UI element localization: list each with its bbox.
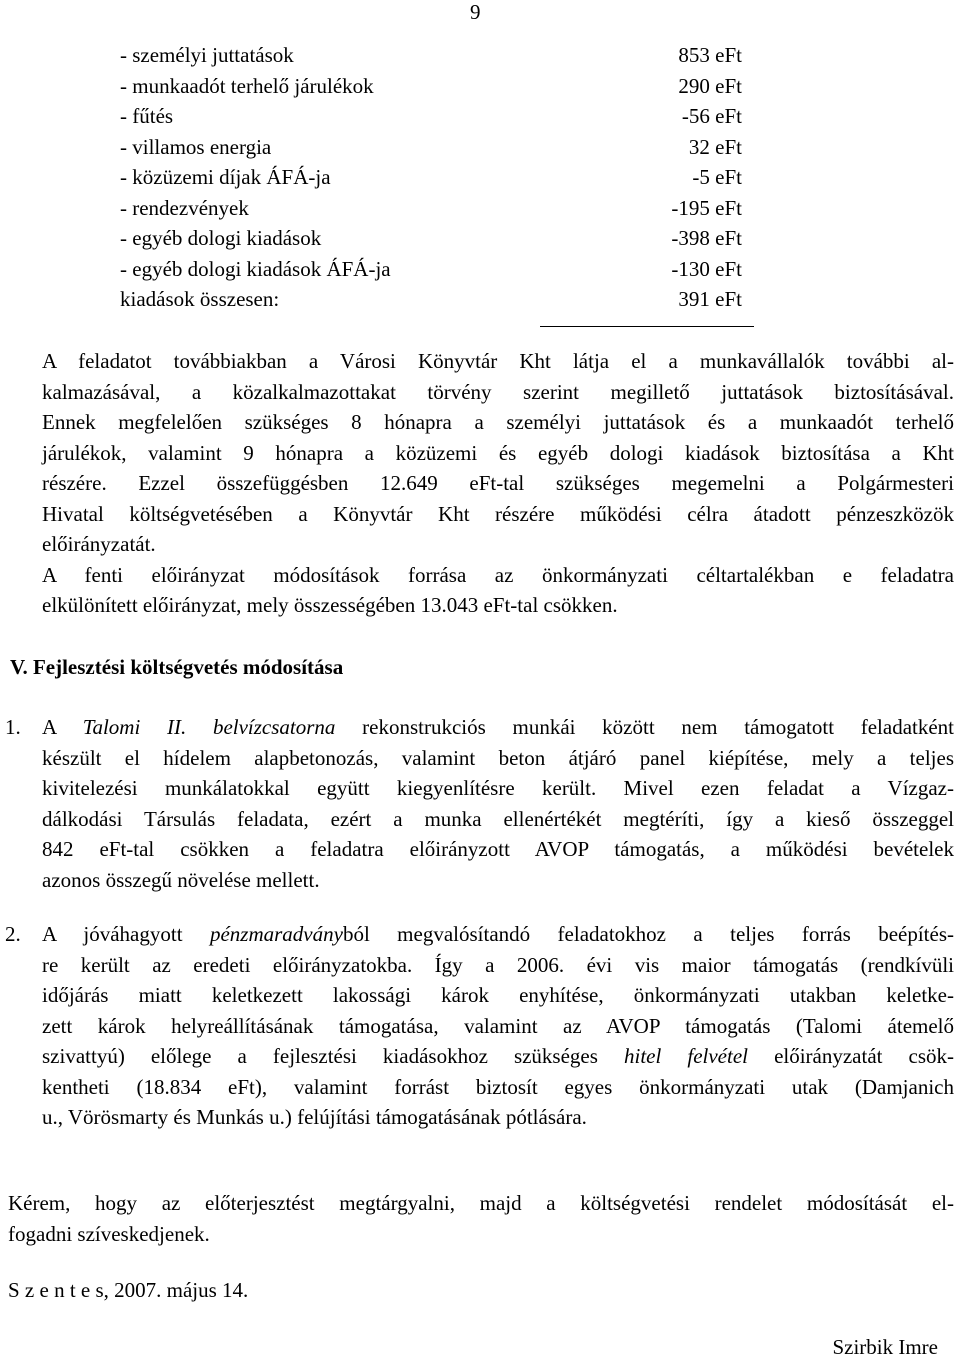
- row-label: - rendezvények: [120, 195, 249, 220]
- item-1-text: [42, 712, 954, 895]
- text-line: kivitelezési munkálatokkal együtt kiegyenlítésre került. Mivel ezen feladat a Vízgaz-: [42, 776, 954, 800]
- row-label: - villamos energia: [120, 134, 272, 159]
- section-heading: V. Fejlesztési költségvetés módosítása: [10, 655, 344, 679]
- text-line: [42, 712, 954, 743]
- row-value: -398 eFt: [671, 226, 742, 250]
- row-label: - egyéb dologi kiadások ÁFÁ-ja: [120, 256, 391, 281]
- text-run: ból megvalósítandó feladatokhoz a teljes forrás beépítés-: [342, 922, 955, 946]
- text-line: elkülönített előirányzat, mely összességében 13.043 eFt-tal csökken.: [42, 593, 618, 617]
- row-value: -5 eFt: [692, 165, 742, 189]
- text-line: időjárás miatt keletkezett lakossági károk enyhítése, önkormányzati utakban keletke-: [42, 983, 954, 1007]
- row-value: 290 eFt: [678, 73, 742, 98]
- text-line: re került az eredeti előirányzatokba. Így a 2006. évi vis maior támogatás (rendkívüli: [42, 952, 954, 977]
- table-row: [120, 101, 750, 132]
- text-line: kentheti (18.834 eFt), valamint forrást biztosít egyes önkormányzati utak (Damjanich: [42, 1074, 954, 1099]
- table-row: [120, 162, 750, 193]
- signature-name: Szirbik Imre: [832, 1335, 938, 1359]
- text-line: A feladatot továbbiakban a Városi Könyvtár Kht látja el a munkavállalók további al-: [42, 349, 954, 373]
- table-row: [120, 40, 750, 71]
- text-run: A: [42, 715, 57, 739]
- budget-table: [120, 40, 750, 315]
- table-row: [120, 71, 750, 102]
- row-value: 32 eFt: [688, 134, 742, 159]
- table-row: [120, 254, 750, 285]
- text-line: kalmazásával, a közalkalmazottakat törvény szerint megillető juttatások biztosításával.: [42, 379, 954, 404]
- text-line: fogadni szíveskedjenek.: [8, 1221, 210, 1246]
- text-line: részére. Ezzel összefüggésben 12.649 eFt-tal szükséges megemelni a Polgármesteri: [42, 471, 954, 495]
- table-row: [120, 132, 750, 163]
- text-line: Hivatal költségvetésében a Könyvtár Kht részére működési célra átadott pénzeszközök: [42, 501, 954, 526]
- text-line: [42, 919, 954, 950]
- text-run: szivattyú) előlege a fejlesztési kiadásokhoz szükséges: [42, 1044, 598, 1068]
- text-run: A jóváhagyott: [42, 922, 183, 946]
- row-value: 853 eFt: [678, 43, 742, 67]
- text-run: rekonstrukciós munkái között nem támogatott feladatként: [362, 715, 955, 739]
- text-line: előirányzatát.: [42, 532, 156, 556]
- italic-run: pénzmaradvány: [209, 922, 343, 946]
- text-line: járulékok, valamint 9 hónapra a közüzemi és egyéb dologi kiadások biztosítása a Kht: [42, 440, 954, 465]
- text-line: Kérem, hogy az előterjesztést megtárgyalni, majd a költségvetési rendelet módosítását el-: [8, 1191, 954, 1215]
- row-label: - közüzemi díjak ÁFÁ-ja: [120, 165, 331, 189]
- row-label: kiadások összesen:: [120, 287, 280, 311]
- text-line: dálkodási Társulás feladata, ezért a munka ellenértékét megtéríti, így a kieső összeggel: [42, 806, 954, 831]
- item-number: 2.: [5, 922, 21, 946]
- row-value: -56 eFt: [681, 104, 742, 128]
- item-2-text: [42, 919, 954, 1133]
- place-date: S z e n t e s, 2007. május 14.: [8, 1278, 249, 1302]
- closing-request: [8, 1188, 954, 1249]
- row-label: - egyéb dologi kiadások: [120, 226, 322, 250]
- row-value: -195 eFt: [671, 195, 742, 220]
- row-value: -130 eFt: [671, 256, 742, 281]
- italic-run: Talomi II. belvízcsatorna: [82, 715, 336, 739]
- table-row: [120, 193, 750, 224]
- text-line: [42, 1041, 954, 1072]
- row-value: 391 eFt: [678, 287, 742, 311]
- paragraph-library: [42, 346, 954, 621]
- text-line: u., Vörösmarty és Munkás u.) felújítási támogatásának pótlására.: [42, 1105, 587, 1129]
- text-line: 842 eFt-tal csökken a feladatra előirányzott AVOP támogatás, a működési bevételek: [42, 837, 954, 861]
- sum-underline: [540, 326, 754, 327]
- row-label: - fűtés: [120, 104, 174, 128]
- text-run: előirányzatát csök-: [774, 1044, 955, 1068]
- text-line: Ennek megfelelően szükséges 8 hónapra a személyi juttatások és a munkaadót terhelő: [42, 410, 954, 434]
- text-line: zett károk helyreállításának támogatása, valamint az AVOP támogatás (Talomi átemelő: [42, 1013, 954, 1038]
- row-label: - munkaadót terhelő járulékok: [120, 73, 374, 98]
- table-total-row: [120, 284, 750, 315]
- text-line: A fenti előirányzat módosítások forrása az önkormányzati céltartalékban e feladatra: [42, 562, 954, 587]
- page-number: 9: [470, 0, 481, 24]
- italic-run: hitel felvétel: [624, 1044, 748, 1068]
- text-line: azonos összegű növelése mellett.: [42, 867, 320, 892]
- text-line: készült el hídelem alapbetonozás, valamint beton átjáró panel kiépítése, mely a teljes: [42, 745, 954, 770]
- row-label: - személyi juttatások: [120, 43, 294, 67]
- table-row: [120, 223, 750, 254]
- item-number: 1.: [5, 715, 21, 739]
